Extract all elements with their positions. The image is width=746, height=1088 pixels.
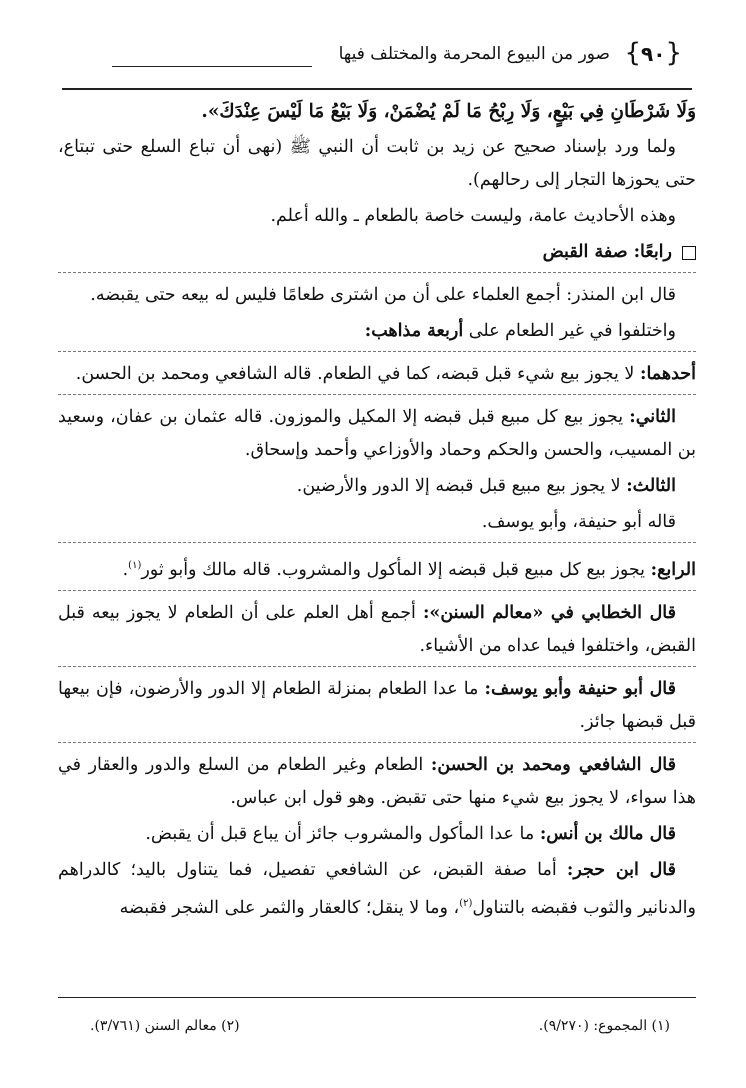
section-label: رابعًا: bbox=[633, 242, 672, 262]
section-title: صفة القبض bbox=[542, 242, 628, 262]
paragraph: أحدهما: لا يجوز بيع شيء قبل قبضه، كما في الطعام. قاله الشافعي ومحمد بن الحسن. bbox=[75, 364, 696, 384]
page-number: {٩٠} bbox=[624, 38, 682, 68]
footnote-ref: (١) bbox=[128, 560, 142, 571]
footnote-ref: (٢) bbox=[459, 897, 473, 909]
separator bbox=[58, 666, 696, 667]
header-dash-line bbox=[112, 66, 312, 67]
separator bbox=[58, 590, 696, 591]
footnote-2: (٢) معالم السنن (٣/٧٦١). bbox=[90, 1018, 240, 1034]
footnotes bbox=[90, 1018, 670, 1034]
page-header bbox=[62, 30, 692, 92]
main-text bbox=[58, 95, 696, 928]
paragraph: قال أبو حنيفة وأبو يوسف: ما عدا الطعام بمنزلة الطعام إلا الدور والأرضون، فإن بيعها قبل قبضها جائز. bbox=[58, 678, 696, 732]
paragraph: قال ابن حجر: أما صفة القبض، عن الشافعي تفصيل، فما يتناول باليد؛ كالدراهم والدنانير والثوب فقبضه بالتناول$^{(٢)}$، وما لا ينقل؛ كالعقار والثمر على الشجر فقبضه bbox=[58, 859, 696, 918]
separator bbox=[58, 272, 696, 273]
paragraph: الرابع: يجوز بيع كل مبيع قبل قبضه إلا المأكول والمشروب. قاله مالك وأبو ثور$^{(١)}$. bbox=[122, 559, 696, 580]
paragraph: الثاني: يجوز بيع كل مبيع قبل قبضه إلا المكيل والموزون. قاله عثمان بن عفان، وسعيد بن المسيب، والحسن والحكم وحماد والأوزاعي وأحمد وإسحاق. bbox=[58, 407, 696, 460]
hadith-quote: وَلَا شَرْطَانِ فِي بَيْعٍ، وَلَا رِبْحُ مَا لَمْ يُضْمَنْ، وَلَا بَيْعُ مَا لَيْسَ عِنْدَكَ». bbox=[201, 101, 696, 122]
footnote-1: (١) المجموع: (٩/٢٧٠). bbox=[538, 1018, 670, 1034]
footnote-rule bbox=[58, 997, 696, 998]
paragraph: قال الشافعي ومحمد بن الحسن: الطعام وغير الطعام من السلع والدور والعقار في هذا سواء، لا يجوز بيع شيء منها حتى تقبض. وهو قول ابن عباس. bbox=[58, 754, 696, 808]
paragraph: قال ابن المنذر: أجمع العلماء على أن من اشترى طعامًا فليس له بيعه حتى يقبضه. bbox=[90, 285, 676, 305]
section-heading bbox=[58, 236, 696, 269]
paragraph: قال مالك بن أنس: ما عدا المأكول والمشروب جائز أن يباع قبل أن يقبض. bbox=[145, 823, 676, 844]
separator bbox=[58, 742, 696, 743]
paragraph: قاله أبو حنيفة، وأبو يوسف. bbox=[481, 512, 676, 532]
header-rule bbox=[62, 88, 692, 90]
separator bbox=[58, 542, 696, 543]
running-title: صور من البيوع المحرمة والمختلف فيها bbox=[338, 44, 610, 64]
paragraph: الثالث: لا يجوز بيع مبيع قبل قبضه إلا الدور والأرضين. bbox=[296, 476, 676, 496]
paragraph: ولما ورد بإسناد صحيح عن زيد بن ثابت أن النبي ﷺ (نهى أن تباع السلع حتى تبتاع، حتى يحوزها التجار إلى رحالهم). bbox=[58, 137, 696, 190]
paragraph: قال الخطابي في «معالم السنن»: أجمع أهل العلم على أن الطعام لا يجوز بيعه قبل القبض، واختلفوا فيما عداه من الأشياء. bbox=[58, 602, 696, 656]
paragraph: واختلفوا في غير الطعام على أربعة مذاهب: bbox=[364, 321, 676, 341]
square-bullet-icon bbox=[682, 246, 696, 260]
separator bbox=[58, 351, 696, 352]
separator bbox=[58, 394, 696, 395]
paragraph: وهذه الأحاديث عامة، وليست خاصة بالطعام ـ والله أعلم. bbox=[270, 206, 676, 226]
